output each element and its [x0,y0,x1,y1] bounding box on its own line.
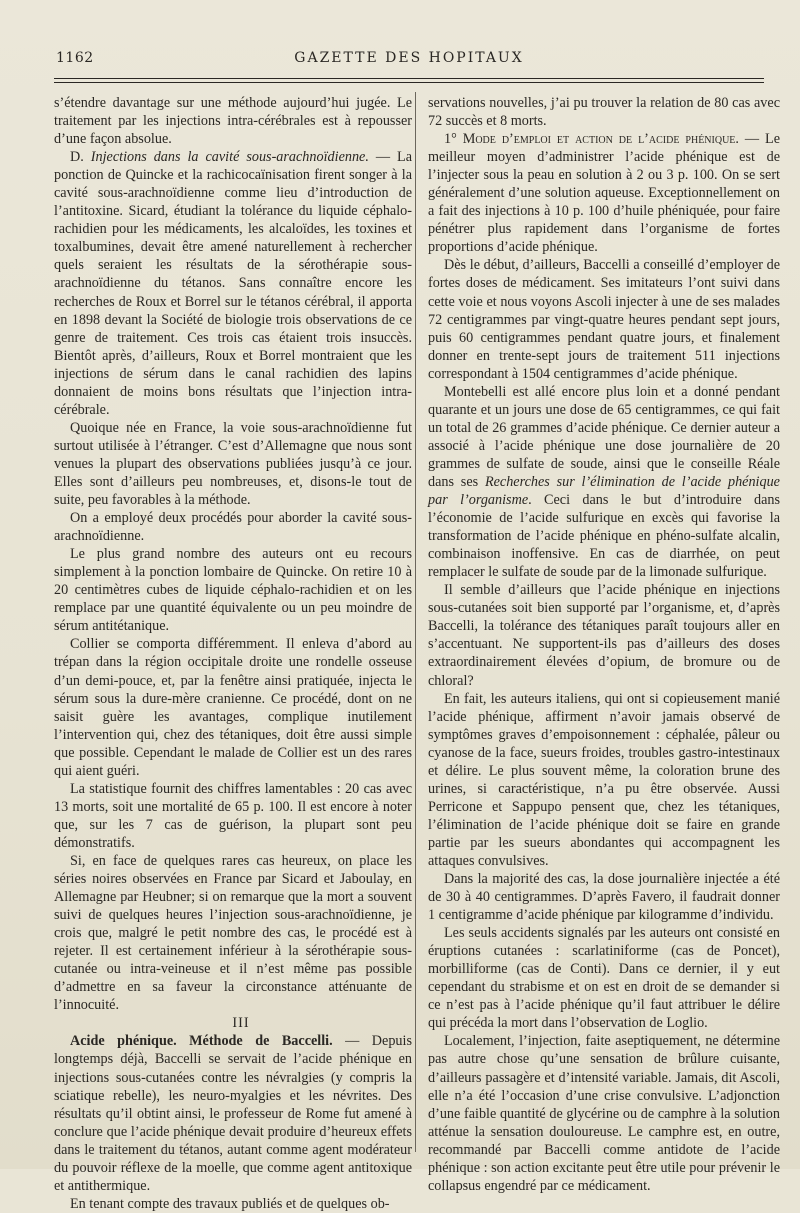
paragraph-text: — Depuis longtemps déjà, Baccelli se servait de l’acide phénique en injections sous-cutanées contre les névralgies (y compris la sciatique rebelle), les neuro-myalgies et les névrites. Des résultats qu’il obtint ainsi, le professeur de Rome fut amené à conclure que l’acide phénique devait produire d’heureux effets dans le traitement du tétanos, autant comme agent modérateur du pouvoir réflexe de la moelle, que comme agent antitoxique et antithermique. [54,1033,412,1194]
paragraph [428,383,780,582]
section-letter: D. [70,149,91,166]
paragraph: Dès le début, d’ailleurs, Baccelli a conseillé d’employer de fortes doses de médicament. Ses imitateurs l’ont suivi dans cette voie et nous voyons Ascoli injecter à une de ses malades 72 centigrammes par vingt-quatre heures pendant sept jours, puis 60 centigrammes pendant quatre jours, et finalement donner en trente-sept jours de traitement 511 injections correspondant à 1504 centigrammes d’acide phénique. [428,257,780,382]
paragraph [428,130,780,256]
paragraph: Localement, l’injection, faite aseptiquement, ne détermine pas autre chose qu’une sensation de brûlure cuisante, d’ailleurs passagère et d’intensité variable. Jamais, dit Ascoli, elle n’a été l’occasion d’une crise convulsive. L’adjonction d’une faible quantité de glycérine ou de camphre à la solution atténue la sensation douloureuse. Le camphre est, en outre, recommandé par Baccelli comme antidote de l’acide phénique : son action excitante peut être utile pour prévenir le collapsus engendré par ce médicament. [428,1033,780,1194]
page-header [54,40,764,70]
cited-work-title: Recherches sur l’élimination de l’acide phénique par l’organisme [428,473,780,509]
paragraph: En tenant compte des travaux publiés et de quelques ob- [70,1195,390,1212]
paragraph: Dans la majorité des cas, la dose journalière injectée a été de 30 à 40 centigrammes. D’après Favero, il faudrait donner 1 centigramme d’acide phénique par kilogramme d’individu. [428,871,780,924]
journal-title: GAZETTE DES HOPITAUX [294,50,524,66]
paragraph-text: — Le meilleur moyen d’administrer l’acide phénique est de l’injecter sous la peau en solution à 2 ou 3 p. 100. On se sert généralement d’une solution aqueuse. Exceptionnellement on a fait des injections à 10 p. 100 d’huile phéniquée, pour faire pénétrer plus rapidement dans l’organisme de fortes proportions d’acide phénique. [428,131,780,256]
paragraph: s’étendre davantage sur une méthode aujourd’hui jugée. Le traitement par les injections intra-cérébrales est à repousser d’une façon absolue. [54,95,412,148]
subsection-title: Injections dans la cavité sous-arachnoïdienne. [90,149,369,166]
paragraph: En fait, les auteurs italiens, qui ont si copieusement manié l’acide phénique, affirment n’avoir jamais observé de symptômes graves d’empoisonnement : céphalée, pâleur ou cyanose de la face, sueurs froides, troubles gastro-intestinaux et délire. Le plus souvent même, la coloration brune des urines, si caractéristique, n’a pu être observée. Aussi Perricone et Sappupo pensent que, chez les tétaniques, l’élimination de l’acide phénique doit se faire en grande partie par les sueurs abondantes qui accompagnent les attaques convulsives. [428,690,780,869]
header-rule-thin [54,82,764,83]
subsection-title: 1° Mode d’emploi et action de l’acide phénique. [444,131,739,148]
paragraph-text: — La ponction de Quincke et la rachicocaïnisation firent songer à la cavité sous-arachnoïdienne comme lieu d’introduction de l’antitoxine. Sicard, étudiant la tolérance du liquide céphalo-rachidien pour les médicaments, les alcaloïdes, les toxines et toxalbumines, devait être amené naturellement à rechercher quels seraient les résultats de la sérothérapie sous-arachnoïdienne du tétanos. Sans connaître encore les recherches de Roux et Borrel sur le tétanos cérébral, il apporta en 1898 devant la Société de biologie trois observations de ce genre de traitement. Ces trois cas étaient trois insuccès. Bientôt après, d’ailleurs, Roux et Borrel montraient que les injections de sérum dans le canal rachidien des lapins donnaient de moins bons résultats que l’injection intra-cérébrale. [54,149,413,418]
paragraph: Il semble d’ailleurs que l’acide phénique en injections sous-cutanées soit bien supporté par l’organisme, et, d’après Baccelli, la tolérance des tétaniques paraît toujours aller en s’accentuant. Ne supportent-ils pas d’ailleurs des doses extraordinairement élevées d’opium, de bromure ou de chloral? [428,582,780,689]
section-number: III [232,1015,250,1032]
paragraph-text: Montebelli est allé encore plus loin et a donné pendant quarante et un jours une dose de 65 centigrammes, ce qui fait un total de 26 grammes d’acide phénique. Ce dernier auteur a associé à l’acide phénique une dose journalière de 20 grammes de sulfate de soude, ainsi que le conseille Réale dans ses [428,383,780,490]
header-rule-thick [54,78,764,79]
paragraph: Les seuls accidents signalés par les auteurs ont consisté en éruptions cutanées : scarlatiniforme (cas de Poncet), morbilliforme (cas de Conti). Dans ce dernier, il y eut cependant du strabisme et on est en droit de se demander si ce n’est pas à l’acide phénique qu’il faut attribuer le délire qui précéda la mort dans l’observation de Loglio. [428,925,780,1032]
paragraph [54,1032,412,1194]
paragraph: Quoique née en France, la voie sous-arachnoïdienne fut surtout utilisée à l’étranger. C’est d’Allemagne que nous sont venues la plupart des observations publiées jusqu’à ce jour. Elles sont d’ailleurs peu nombreuses, et, disons-le tout de suite, peu favorables à la méthode. [54,419,412,509]
paragraph: La statistique fournit des chiffres lamentables : 20 cas avec 13 morts, soit une mortalité de 65 p. 100. Il est encore à noter que, sur les 7 cas de guérison, la plupart sont peu démonstratifs. [54,780,412,851]
right-column [428,94,780,1194]
left-column [54,94,413,1212]
paragraph: Si, en face de quelques rares cas heureux, on place les séries noires observées en France par Sicard et Jaboulay, en Allemagne par Heubner; si on remarque que la mort a souvent suivi de quelques heures l’injection sous-arachnoïdienne, je crois que, malgré le petit nombre des cas, le procédé est à rejeter. Il est certainement inférieur à la sérothérapie sous-cutanée ou intra-veineuse et il n’est même pas possible d’admettre en sa faveur la circonstance atténuante de l’innocuité. [54,852,412,1014]
paragraph: On a employé deux procédés pour aborder la cavité sous-arachnoïdienne. [54,510,412,545]
paragraph-text: . Ceci dans le but d’introduire dans l’économie de l’acide sulfurique en excès qui favorise la transformation de l’acide phénique en phéno-sulfate alcalin, combinaison inoffensive. En cas de diarrhée, on peut remplacer le sulfate de soude par de la limonade sulfurique. [428,492,780,581]
paragraph: Le plus grand nombre des auteurs ont eu recours simplement à la ponction lombaire de Quincke. On retire 10 à 20 centimètres cubes de liquide céphalo-rachidien et on les remplace par une quantité équivalente ou un peu moindre de sérum antitétanique. [54,546,412,635]
column-divider [415,92,416,1152]
paragraph: Collier se comporta différemment. Il enleva d’abord au trépan dans la région occipitale droite une rondelle osseuse d’un demi-pouce, et, par la fenêtre ainsi pratiquée, injecta le sérum sous la dure-mère cranienne. Ce procédé, dont on ne saisit guère les avantages, complique inutilement l’intervention qui, chez des tétaniques, doit être aussi simple que possible. Cependant le malade de Collier est un des rares qui aient guéri. [54,636,412,779]
section-heading: Acide phénique. Méthode de Baccelli. [70,1033,333,1050]
page-number: 1162 [56,50,94,66]
paragraph [54,148,412,419]
paragraph: servations nouvelles, j’ai pu trouver la relation de 80 cas avec 72 succès et 8 morts. [428,95,780,130]
